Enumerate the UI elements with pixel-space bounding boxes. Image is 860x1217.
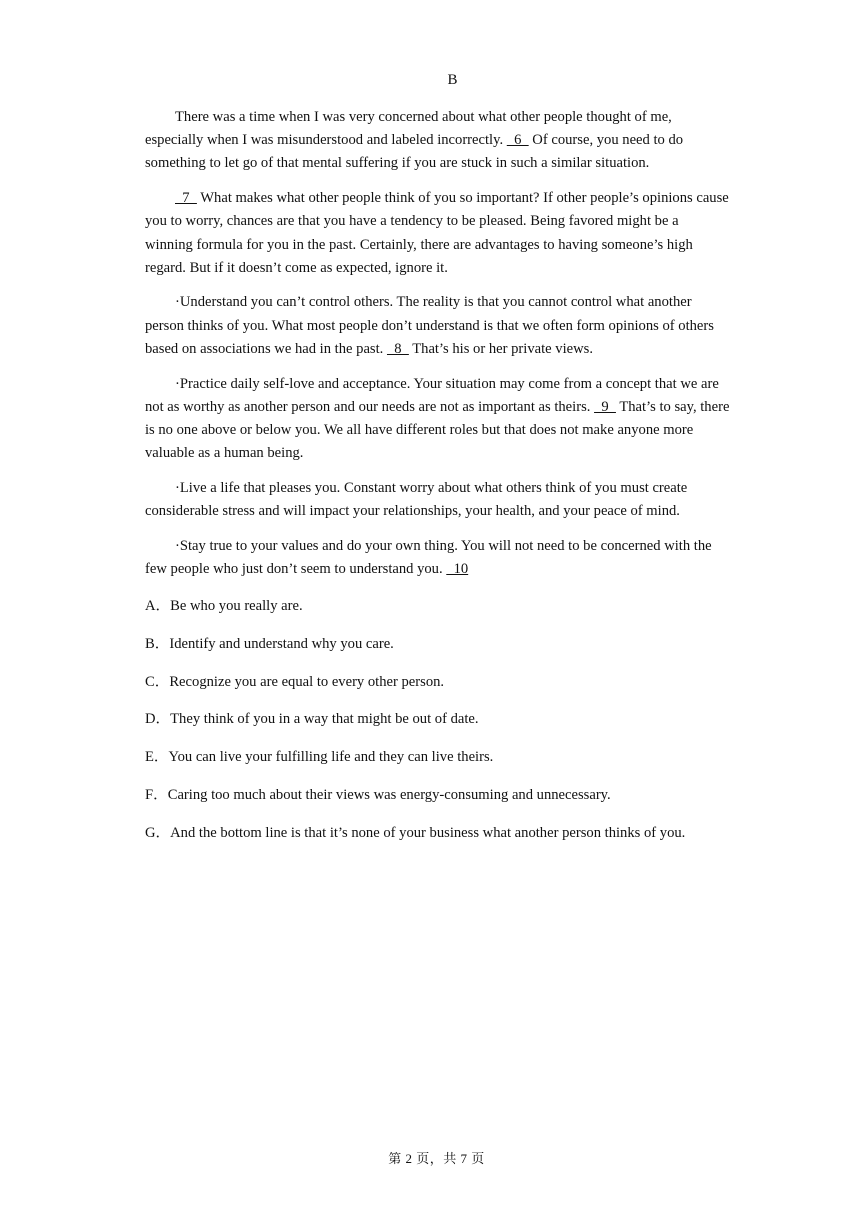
option-d: D．They think of you in a way that might be out of date. <box>145 711 479 728</box>
passage-paragraph-4 <box>145 373 730 466</box>
passage-paragraph-3 <box>145 291 730 361</box>
option-a: A．Be who you really are. <box>145 598 303 614</box>
page-footer: 第 2 页，共 7 页 <box>388 1151 485 1166</box>
paragraph-text: ·Stay true to your values and do your own thing. You will not need to be concerned with the few people who just don’t seem to understand you. <box>145 537 712 577</box>
passage <box>145 106 730 593</box>
paragraph-text: What makes what other people think of you so important? If other people’s opinions cause you to worry, chances are that you have a tendency to be pleased. Being favored might be a winning formula for you in the past. Certainly, there are advantages to having someone’s high regard. But if it doesn’t come as expected, ignore it. <box>145 190 729 276</box>
passage-paragraph-1 <box>145 106 730 176</box>
paragraph-text: Of course, you need to do something to let go of that mental suffering if you are stuck in such a similar situation. <box>145 132 684 172</box>
answer-options <box>145 595 785 860</box>
blank-7: 7 <box>175 190 197 207</box>
paragraph-text: ·Understand you can’t control others. The reality is that you cannot control what another person thinks of you. What most people don’t understand is that we often form opinions of others based on associations we had in the past. <box>145 294 714 357</box>
option-b: B．Identify and understand why you care. <box>145 635 394 652</box>
passage-paragraph-2 <box>145 187 730 280</box>
option-f: F．Caring too much about their views was energy-consuming and unnecessary. <box>145 786 611 803</box>
paragraph-text: That’s his or her private views. <box>408 340 593 357</box>
passage-paragraph-6 <box>145 535 730 581</box>
blank-8: 8 <box>386 340 409 357</box>
paragraph-text: ·Live a life that pleases you. Constant worry about what others think of you must create considerable stress and will impact your relationships, your health, and your peace of mind. <box>145 479 688 520</box>
paragraph-text: ·Practice daily self-love and acceptance. Your situation may come from a concept that we are not as worthy as another person and our needs are not as important as theirs. <box>145 375 719 415</box>
paragraph-text: There was a time when I was very concerned about what other people thought of me, especially when I was misunderstood and labeled incorrectly. <box>145 109 672 149</box>
paragraph-text: That’s to say, there is no one above or below you. We all have different roles but that does not make anyone more valuable as a human being. <box>145 398 730 462</box>
option-e: E．You can live your fulfilling life and they can live theirs. <box>145 749 494 766</box>
blank-9: 9 <box>594 398 616 415</box>
blank-10: 10 <box>446 560 469 577</box>
blank-6: 6 <box>506 132 529 149</box>
option-c: C．Recognize you are equal to every other person. <box>145 673 445 690</box>
option-g: G．And the bottom line is that it’s none of your business what another person thinks of you. <box>145 824 686 841</box>
passage-paragraph-5 <box>145 477 730 523</box>
section-title: B <box>447 72 458 88</box>
